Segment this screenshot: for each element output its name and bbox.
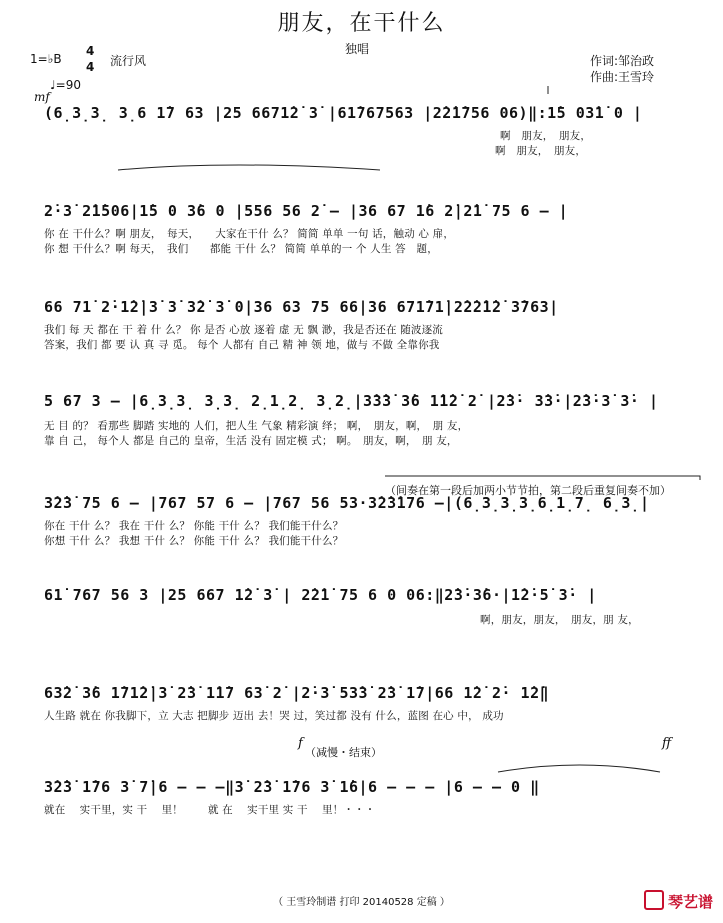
lyrics-row-5-verse-2: 你想 干什 么？ 我想 干什 么？ 你能 干什 么？ 我们能干什么？ [44,535,344,547]
lyrics-row-3-verse-1: 我们 每 天 都在 干 着 什 么？ 你 是否 心放 逐着 虚 无 飘 渺，我是否还在 随波逐流 [44,324,444,336]
lyrics-row-2-verse-1: 你 在 干什么？啊 朋友， 每天， 大家在干什 么？ 简简 单单 一句 话，触动 心 扉， [44,228,455,240]
time-signature-top: 4 [86,44,95,58]
notation-row-2: 2̇·3̇ 2̇1̇506|1̇5 0 3̇6 0 |556 56 2̇ – |36 67 1̇6 2̇|2̇1̇ 75 6 – | [44,202,569,220]
notation-row-8: 3̇2̇3̇ 1̇76 3̇ 7̇|6 – – –‖3̇ 2̇3̇ 1̇76 3̇ 1̇6|6 – – – |6 – – 0 ‖ [44,778,540,796]
lyrics-row-1-verse-1: 啊 朋友， 朋友， [500,130,592,142]
notation-row-4: 5 67 3 – |6̣3̣3̣ 3̣3̣ 2̣1̣2̣ 3̣2̣|3̇3̇3̇ 3̇6 1̇1̇2̇ 2̇ |2̇3̇· 3̇3̇·|2̇3̇·3̇ 3̇· | [44,392,659,410]
interlude-note: （间奏在第一段后加两小节节拍，第二段后重复间奏不加） [385,484,671,497]
composer-credit: 作曲:王雪玲 [590,70,655,84]
notation-row-6: 61̇ 767 56 3 |25 667 1̇2̇ 3̇ | 2̇2̇1̇ 75 6 0 06:‖2̇3̇·3̇6·|1̇2̇·5̇ 3̇· | [44,586,597,604]
lyrics-row-2-verse-2: 你 想 干什么？啊 每天， 我们 都能 干什 么？ 简简 单单的一 个 人生 答 题， [44,243,438,255]
performance-type: 独唱 [345,42,370,56]
lyrics-row-1-verse-2: 啊 朋友， 朋友， [495,145,587,157]
ending-annotation: （减慢・结束） [305,746,382,759]
tie-mark [498,765,660,772]
interlude-bracket [385,476,700,480]
lyrics-row-5-verse-1: 你在 干什 么？ 我在 干什 么？ 你能 干什 么？ 我们能干什么？ [44,520,344,532]
dynamic-marking: mf [34,90,50,104]
notation-row-1: (6̣3̣3̣ 3̣6 1̇7 63 |25 6671̇2̇ 3̇ |61̇767563 |2̇2̇1̇756 06)‖:1̇5 03̇1̇ 0 | [44,104,643,122]
song-title: 朋友，在干什么 [277,11,446,36]
notation-row-5: 3̇2̇3̇ 75 6 – |767 57 6 – |767 56 53·3̇2̇3̇176 –|(6̣3̣3̣3̣6̣1̣7̣ 6̣3̣| [44,494,650,512]
lyrics-row-7: 人生路 就在 你我脚下，立 大志 把脚步 迈出 去！哭 过，笑过都 没有 什么，蓝图 在心 中， 成功 [44,710,504,722]
lyricist-credit: 作词:邹治政 [590,54,655,68]
style-marking: 流行风 [110,54,147,68]
logo-text: 琴艺谱 [667,893,713,911]
site-logo [644,890,713,912]
time-signature-bottom: 4 [86,60,95,74]
lyrics-row-8: 就在 实干里，实 干 里！ 就 在 实干里 实 干 里！・・・ [44,804,376,816]
notation-row-3: 66 71̇ 2̇·1̇2̇|3̇ 3̇ 3̇2̇ 3̇ 0|36 63 75 66|36 671̇71̇|2̇2̇2̇1̇2̇ 3̇763| [44,298,559,316]
lyrics-row-4-verse-2: 靠 自 己， 每个人 都是 自己的 皇帝，生活 没有 固定模 式； 啊。 朋友，啊， 朋 友， [44,435,458,447]
logo-icon [644,890,664,910]
footer-credit: （ 王雪玲制谱 打印 20140528 定稿 ） [273,897,450,908]
lyrics-row-6: 啊，朋友，朋友， 朋友，朋 友， [480,614,639,626]
lyrics-row-4-verse-1: 无 目 的？ 看那些 脚踏 实地的 人们，把人生 气象 精彩演 绎； 啊， 朋友，啊， 朋 友， [44,420,469,432]
lyrics-row-3-verse-2: 答案，我们 都 要 认 真 寻 觅。 每个 人都有 自己 精 神 领 地，做与 不做 全靠你我 [44,339,440,351]
notation-row-7: 63̇2̇ 3̇6 1̇71̇2̇|3̇ 2̇3̇ 1̇1̇7 63̇ 2̇ |2̇·3̇ 53̇3̇ 2̇3̇ 1̇7|66 1̇2̇ 2̇· 1̇2̇‖ [44,684,550,702]
key-signature: 1=♭B [30,52,62,66]
dynamic-fortissimo: ff [662,736,672,751]
dynamic-forte: f [298,736,303,751]
tempo-marking: ♩=90 [50,78,81,92]
slur-mark [118,165,380,170]
